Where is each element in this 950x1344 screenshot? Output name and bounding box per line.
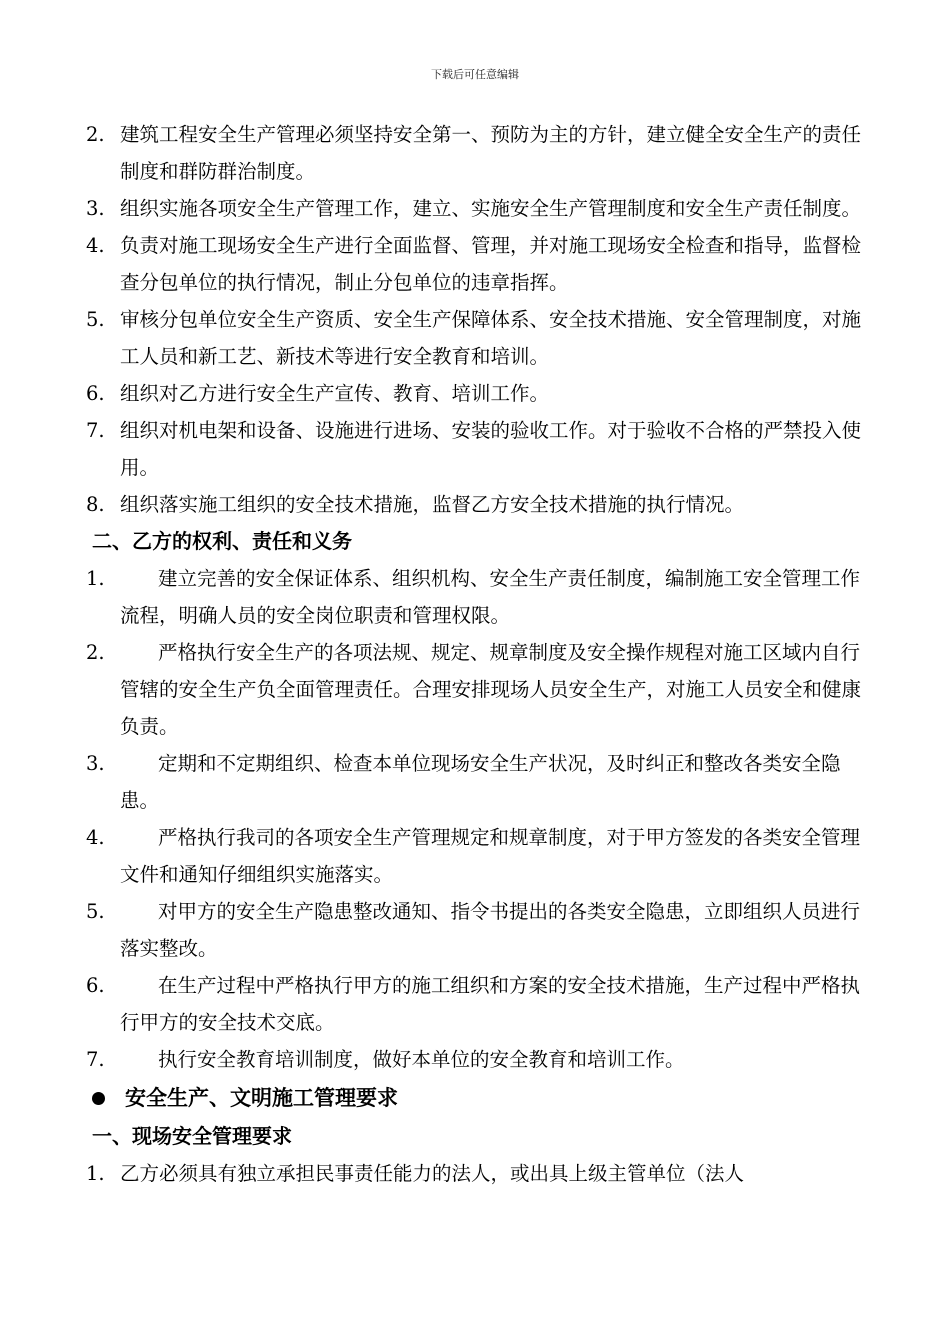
item-number: 5.	[86, 308, 105, 331]
item-number: 1.	[86, 1162, 105, 1185]
page-header: 下载后可任意编辑	[431, 68, 519, 81]
item-text: 执行安全教育培训制度，做好本单位的安全教育和培训工作。	[158, 1048, 685, 1071]
item-number: 6.	[86, 974, 105, 997]
bullet-heading	[86, 1078, 866, 1118]
item-text: 审核分包单位安全生产资质、安全生产保障体系、安全技术措施、安全管理制度，对施工人员和新工艺、新技术等进行安全教育和培训。	[120, 308, 862, 368]
bullet-dot-icon	[92, 1092, 105, 1105]
item-number: 8.	[86, 493, 105, 516]
item-number: 2.	[86, 123, 105, 146]
list-item	[86, 412, 866, 486]
bullet-heading-text: 安全生产、文明施工管理要求	[125, 1086, 398, 1110]
list-item	[86, 634, 866, 745]
item-number: 3.	[86, 752, 105, 775]
section-heading: 一、现场安全管理要求	[92, 1124, 292, 1148]
list-item	[86, 1041, 866, 1078]
list-item	[86, 227, 866, 301]
item-text: 建立完善的安全保证体系、组织机构、安全生产责任制度，编制施工安全管理工作流程，明确人员的安全岗位职责和管理权限。	[120, 567, 861, 627]
item-text: 组织实施各项安全生产管理工作，建立、实施安全生产管理制度和安全生产责任制度。	[120, 197, 862, 220]
item-text: 严格执行安全生产的各项法规、规定、规章制度及安全操作规程对施工区域内自行管辖的安全生产负全面管理责任。合理安排现场人员安全生产，对施工人员安全和健康负责。	[120, 641, 862, 738]
item-number: 7.	[86, 1048, 105, 1071]
list-item	[86, 745, 866, 819]
list-item	[86, 967, 866, 1041]
item-number: 3.	[86, 197, 105, 220]
item-text: 负责对施工现场安全生产进行全面监督、管理，并对施工现场安全检查和指导，监督检查分包单位的执行情况，制止分包单位的违章指挥。	[120, 234, 862, 294]
item-number: 1.	[86, 567, 105, 590]
list-item	[86, 301, 866, 375]
list-item	[86, 486, 866, 523]
section-heading: 二、乙方的权利、责任和义务	[92, 529, 352, 553]
list-item	[86, 190, 866, 227]
item-text: 建筑工程安全生产管理必须坚持安全第一、预防为主的方针，建立健全安全生产的责任制度和群防群治制度。	[120, 123, 862, 183]
list-item	[86, 819, 866, 893]
item-text: 对甲方的安全生产隐患整改通知、指令书提出的各类安全隐患，立即组织人员进行落实整改。	[120, 900, 861, 960]
item-text: 组织对乙方进行安全生产宣传、教育、培训工作。	[120, 382, 550, 405]
item-text: 在生产过程中严格执行甲方的施工组织和方案的安全技术措施，生产过程中严格执行甲方的安全技术交底。	[120, 974, 861, 1034]
item-number: 7.	[86, 419, 105, 442]
item-text: 组织对机电架和设备、设施进行进场、安装的验收工作。对于验收不合格的严禁投入使用。	[120, 419, 862, 479]
item-text: 定期和不定期组织、检查本单位现场安全生产状况，及时纠正和整改各类安全隐患。	[120, 752, 841, 812]
item-number: 5.	[86, 900, 105, 923]
list-item	[86, 375, 866, 412]
item-text: 严格执行我司的各项安全生产管理规定和规章制度，对于甲方签发的各类安全管理文件和通知仔细组织实施落实。	[120, 826, 861, 886]
item-number: 2.	[86, 641, 105, 664]
list-item	[86, 893, 866, 967]
list-item	[86, 116, 866, 190]
item-text: 组织落实施工组织的安全技术措施，监督乙方安全技术措施的执行情况。	[120, 493, 745, 516]
item-number: 6.	[86, 382, 105, 405]
list-item	[86, 1155, 866, 1192]
item-text: 乙方必须具有独立承担民事责任能力的法人，或出具上级主管单位（法人	[120, 1162, 745, 1185]
list-item	[86, 560, 866, 634]
document-body	[86, 116, 866, 1192]
item-number: 4.	[86, 826, 105, 849]
item-number: 4.	[86, 234, 105, 257]
